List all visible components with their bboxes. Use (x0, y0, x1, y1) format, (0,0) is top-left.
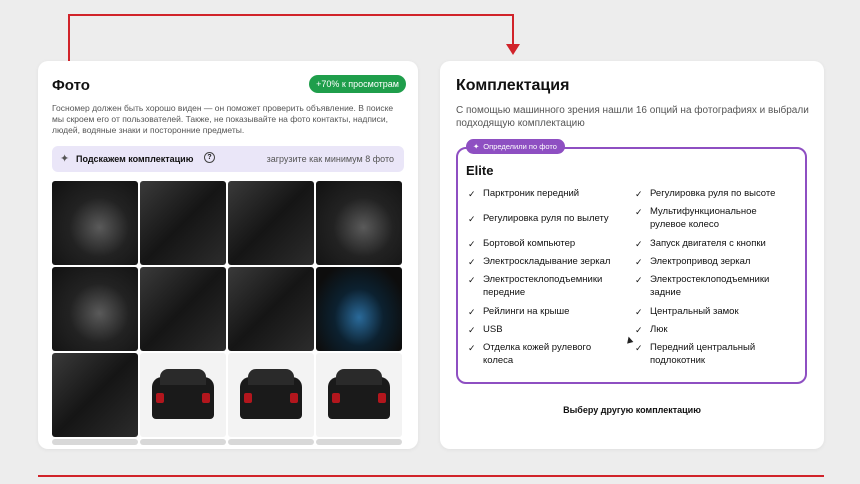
photo-thumbnail[interactable] (52, 439, 138, 445)
option-item (635, 188, 785, 201)
check-icon: ✓ (635, 275, 643, 285)
photo-card (38, 61, 418, 449)
option-label: Мультифункциональное рулевое колесо (650, 206, 757, 230)
connector-line (68, 14, 70, 61)
check-icon: ✓ (635, 189, 643, 199)
photo-thumbnail[interactable] (316, 267, 402, 351)
photo-thumbnail[interactable] (52, 353, 138, 437)
check-icon: ✓ (635, 325, 643, 335)
photo-thumbnail[interactable] (52, 181, 138, 265)
photo-header (52, 75, 406, 97)
arrow-down-icon (506, 44, 520, 55)
photo-thumbnail[interactable] (140, 439, 226, 445)
photo-grid (52, 181, 404, 449)
hint-requirement: загрузите как минимум 8 фото (266, 154, 394, 164)
option-item (635, 256, 785, 269)
choose-other-kit-link[interactable]: Выберу другую комплектацию (563, 405, 701, 415)
check-icon: ✓ (468, 189, 476, 199)
option-label: Электростеклоподъемники передние (483, 274, 603, 298)
option-label: Регулировка руля по вылету (483, 213, 609, 224)
sparkle-icon: ✦ (60, 153, 70, 165)
option-item (635, 324, 785, 337)
option-item (468, 342, 618, 367)
option-item (635, 274, 785, 299)
option-label: Бортовой компьютер (483, 238, 576, 249)
kit-title: Комплектация (456, 77, 570, 94)
check-icon: ✓ (635, 257, 643, 267)
photo-description: Госномер должен быть хорошо виден — он поможет проверить объявление. В поиске мы скроем его от пользователей. Также, не показывайте на фото контакты, надписи, людей, водяные знаки и посторонние предметы. (52, 103, 394, 135)
option-item (468, 306, 618, 319)
check-icon: ✓ (468, 257, 476, 267)
option-label: Рейлинги на крыше (483, 306, 570, 317)
photo-thumbnail[interactable] (228, 439, 314, 445)
kit-card (440, 61, 824, 449)
option-label: Электропривод зеркал (650, 256, 751, 267)
kit-hint-banner (52, 146, 404, 172)
photo-thumbnail[interactable] (228, 353, 314, 437)
sparkle-icon: ✦ (473, 142, 480, 151)
option-item (635, 306, 785, 319)
option-item (468, 256, 618, 269)
photo-thumbnail[interactable] (316, 439, 402, 445)
option-item (468, 238, 618, 251)
option-label: Люк (650, 324, 668, 335)
photo-thumbnail[interactable] (228, 267, 314, 351)
detected-tag (466, 139, 565, 154)
photo-thumbnail[interactable] (52, 267, 138, 351)
option-item (468, 324, 618, 337)
option-item (635, 206, 785, 231)
option-label: Передний центральный подлокотник (650, 342, 756, 366)
check-icon: ✓ (468, 214, 476, 224)
mouse-cursor-icon: ▲ (622, 332, 637, 348)
connector-line (512, 14, 514, 44)
option-item (468, 274, 618, 299)
option-label: Электроскладывание зеркал (483, 256, 611, 267)
photo-thumbnail[interactable] (316, 181, 402, 265)
photo-thumbnail[interactable] (140, 181, 226, 265)
check-icon: ✓ (468, 325, 476, 335)
option-label: Электростеклоподъемники задние (650, 274, 770, 298)
check-icon: ✓ (468, 275, 476, 285)
option-label: Центральный замок (650, 306, 739, 317)
check-icon: ✓ (468, 239, 476, 249)
divider-line (38, 475, 824, 477)
check-icon: ✓ (635, 307, 643, 317)
option-label: Парктроник передний (483, 188, 580, 199)
kit-description: С помощью машинного зрения нашли 16 опций на фотографиях и выбрали подходящую комплектацию (456, 105, 809, 129)
views-badge: +70% к просмотрам (309, 75, 406, 93)
check-icon: ✓ (635, 343, 643, 353)
check-icon: ✓ (635, 207, 643, 217)
option-label: Отделка кожей рулевого колеса (483, 342, 592, 366)
option-item (468, 213, 618, 226)
photo-thumbnail[interactable] (140, 267, 226, 351)
option-item (635, 342, 785, 367)
photo-thumbnail[interactable] (228, 181, 314, 265)
kit-name: Elite (466, 163, 494, 178)
check-icon: ✓ (635, 239, 643, 249)
check-icon: ✓ (468, 343, 476, 353)
option-label: USB (483, 324, 503, 335)
option-label: Запуск двигателя с кнопки (650, 238, 766, 249)
photo-title: Фото (52, 77, 90, 94)
photo-thumbnail[interactable] (140, 353, 226, 437)
option-item (635, 238, 785, 251)
connector-line (68, 14, 514, 16)
option-label: Регулировка руля по высоте (650, 188, 776, 199)
info-icon[interactable]: ? (204, 152, 215, 163)
option-item (468, 188, 618, 201)
check-icon: ✓ (468, 307, 476, 317)
hint-label: Подскажем комплектацию (76, 154, 194, 164)
detected-tag-label: Определили по фото (483, 142, 557, 151)
photo-thumbnail[interactable] (316, 353, 402, 437)
